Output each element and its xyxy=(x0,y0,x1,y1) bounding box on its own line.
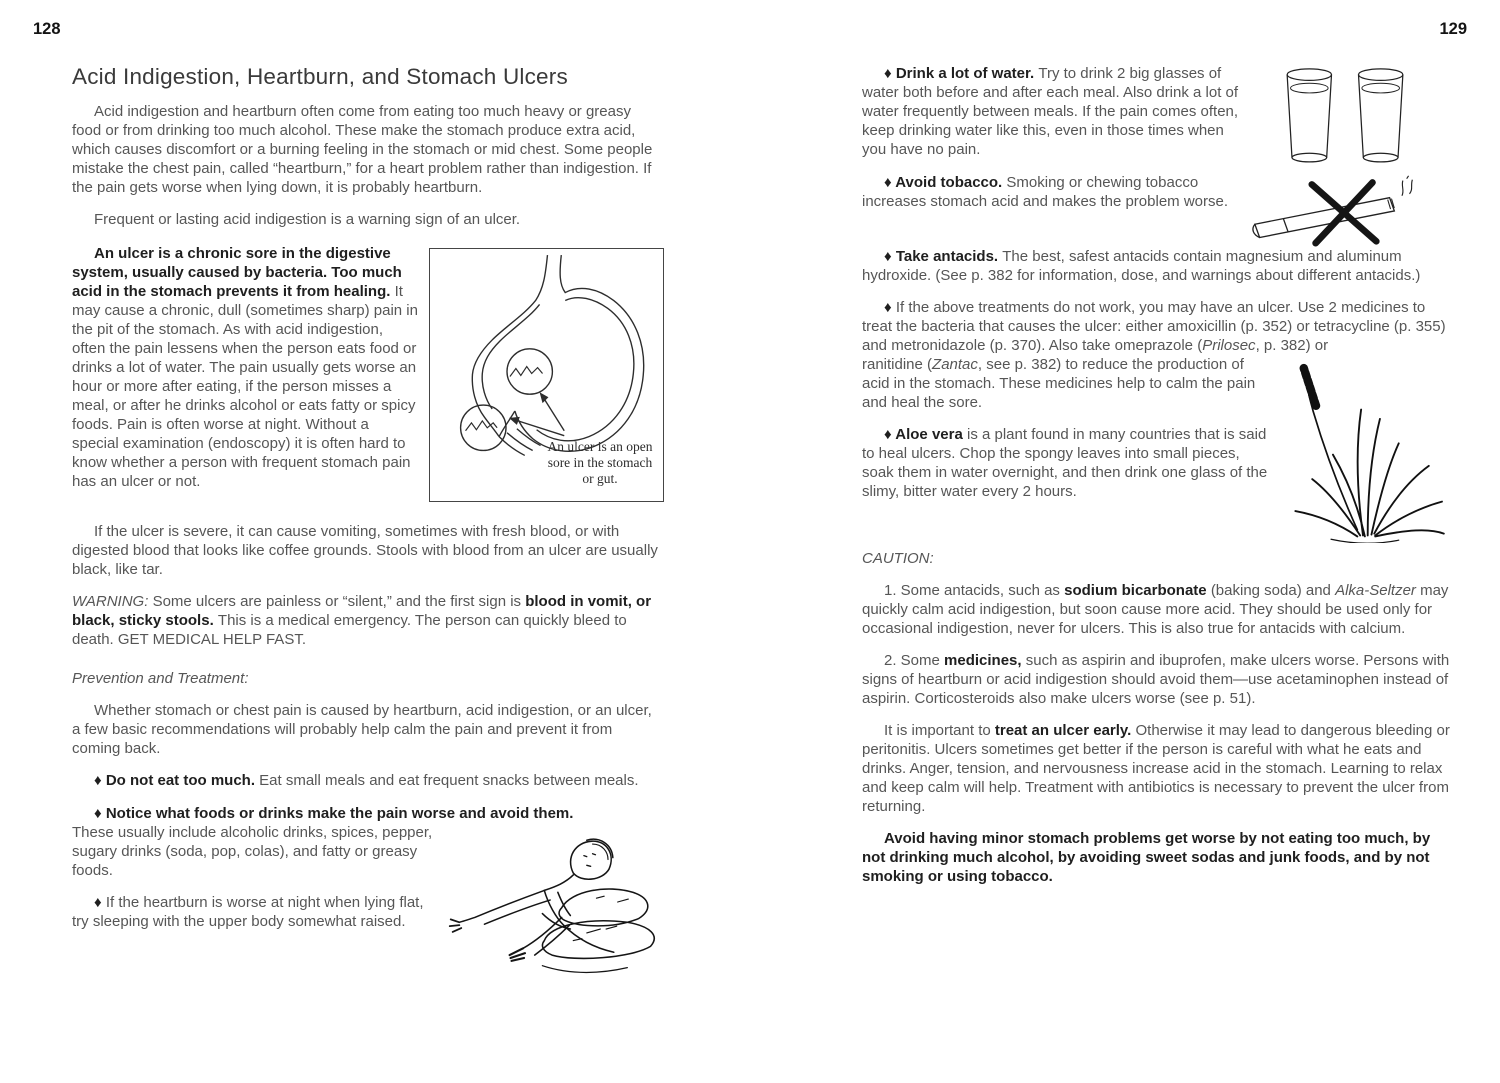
ulcer-section xyxy=(72,244,664,508)
page-right xyxy=(862,20,1450,899)
whether-paragraph: Whether stomach or chest pain is caused by heartburn, acid indigestion, or an ulcer, a few basic recommendations will probably help calm the pain and prevent it from coming back. xyxy=(72,702,652,757)
notice-foods-row xyxy=(72,823,664,977)
treat-early-paragraph: It is important to treat an ulcer early. Otherwise it may lead to dangerous bleeding or peritonitis. Ulcers sometimes get better if the person is careful with what he eats and drinks. Anger, tension, and nervousness increase acid in the stomach. Learning to relax and keep calm will help. Treatment with antibiotics is necessary to prevent the ulcer from returning. xyxy=(862,722,1450,815)
caution-item-1: 1. Some antacids, such as sodium bicarbonate (baking soda) and Alka-Seltzer may quickly calm acid indigestion, but soon cause more acid. They should be used only for occasional indigestion, never for ulcers. This is also true for antacids with calcium. xyxy=(862,582,1449,637)
bullet-ulcer-medicines-part2: ranitidine (Zantac, see p. 382) to reduce the production of acid in the stomach. These medicines help to calm the pain and heal the sore. xyxy=(862,356,1256,411)
bullet-aloe-vera: ♦ Aloe vera is a plant found in many countries that is said to heal ulcers. Chop the spongy leaves into small pieces, soak them in water overnight, and then drink one glass of the slimy, bitter water every 2 hours. xyxy=(862,426,1268,500)
notice-foods-text-column xyxy=(72,823,442,944)
severe-ulcer-paragraph: If the ulcer is severe, it can cause vomiting, sometimes with fresh blood, or with digested blood that looks like coffee grounds. Stools with blood from an ulcer are usually black, like tar. xyxy=(72,523,658,578)
cigarette-illustration-box xyxy=(1240,173,1450,247)
warning-sign-paragraph: Frequent or lasting acid indigestion is a warning sign of an ulcer. xyxy=(94,211,521,228)
ulcer-paragraph: An ulcer is a chronic sore in the digestive system, usually caused by bacteria. Too much acid in the stomach prevents it from healing. It may cause a chronic, dull (sometimes sharp) pain in the pit of the stomach. As with acid indigestion, often the pain lessens when the person eats food or drinks a lot of water. The pain usually gets worse an hour or more after eating, if the person misses a meal, or after he drinks alcohol or eats fatty or spicy foods. Pain is often worse at night. Without a special examination (endoscopy) it is often hard to know whether a person with frequent stomach pain has an ulcer or not. xyxy=(72,245,418,490)
bullet-notice-foods: ♦ Notice what foods or drinks make the pain worse and avoid them. xyxy=(94,805,574,822)
person-reclining-icon xyxy=(442,827,664,977)
bullet-drink-water: ♦ Drink a lot of water. Try to drink 2 big glasses of water both before and after each meal. Also drink a lot of water frequently between meals. If the pain comes often, keep drinking water like this, even in those times when you have no pain. xyxy=(862,65,1239,158)
diagram-caption: An ulcer is an open sore in the stomach or gut. xyxy=(547,439,653,486)
final-advice-paragraph: Avoid having minor stomach problems get worse by not eating too much, by not drinking much alcohol, by avoiding sweet sodas and junk foods, and by not smoking or using tobacco. xyxy=(862,830,1431,885)
tobacco-row xyxy=(862,173,1450,247)
page-number-left: 128 xyxy=(33,20,61,38)
caution-item-2: 2. Some medicines, such as aspirin and ibuprofen, make ulcers worse. Persons with signs of heartburn or acid indigestion should avoid them—use acetaminophen instead of aspirin. Corticosteroids also make ulcers worse (see p. 51). xyxy=(862,652,1450,707)
bullet-ulcer-medicines-part1: ♦ If the above treatments do not work, you may have an ulcer. Use 2 medicines to treat the bacteria that causes the ulcer: either amoxicillin (p. 352) or tetracycline (p. 355) and metronidazole (p. 370). Also take omeprazole (Prilosec, p. 382) or xyxy=(862,299,1446,354)
page-title: Acid Indigestion, Heartburn, and Stomach Ulcers xyxy=(72,64,568,89)
intro-paragraph: Acid indigestion and heartburn often come from eating too much heavy or greasy food or from drinking too much alcohol. These make the stomach produce extra acid, which causes discomfort or a burning feeling in the stomach or mid chest. Some people mistake the chest pain, called “heartburn,” for a heart problem rather than indigestion. If the pain gets worse when lying down, it is probably heartburn. xyxy=(72,103,653,196)
stomach-diagram xyxy=(429,248,664,502)
bullet-heartburn-night: ♦ If the heartburn is worse at night when lying flat, try sleeping with the upper body somewhat raised. xyxy=(72,894,424,930)
bullet-take-antacids: ♦ Take antacids. The best, safest antacids contain magnesium and aluminum hydroxide. (See p. 382 for information, dose, and warnings about different antacids.) xyxy=(862,248,1421,284)
water-glasses-illustration-box xyxy=(1240,64,1450,172)
bullet-do-not-eat: ♦ Do not eat too much. Eat small meals and eat frequent snacks between meals. xyxy=(94,772,639,789)
person-reclining-illustration-box xyxy=(442,823,664,977)
aloe-vera-icon xyxy=(1277,355,1449,543)
aloe-row xyxy=(862,355,1450,543)
bullet-avoid-tobacco: ♦ Avoid tobacco. Smoking or chewing tobacco increases stomach acid and makes the problem worse. xyxy=(862,174,1229,210)
warning-paragraph: WARNING: Some ulcers are painless or “silent,” and the first sign is blood in vomit, or black, sticky stools. This is a medical emergency. The person can quickly bleed to death. GET MEDICAL HELP FAST. xyxy=(72,593,652,648)
page-number-right: 129 xyxy=(1439,20,1467,38)
no-smoking-icon xyxy=(1245,173,1445,247)
aloe-illustration-box xyxy=(1275,355,1450,543)
page-left xyxy=(72,20,664,977)
notice-foods-body: These usually include alcoholic drinks, spices, pepper, sugary drinks (soda, pop, colas), and fatty or greasy foods. xyxy=(72,824,433,879)
caution-heading: CAUTION: xyxy=(862,550,934,567)
water-glasses-icon xyxy=(1269,64,1421,172)
aloe-text-column xyxy=(862,355,1275,514)
prevention-heading: Prevention and Treatment: xyxy=(72,670,249,687)
water-row xyxy=(862,64,1450,173)
